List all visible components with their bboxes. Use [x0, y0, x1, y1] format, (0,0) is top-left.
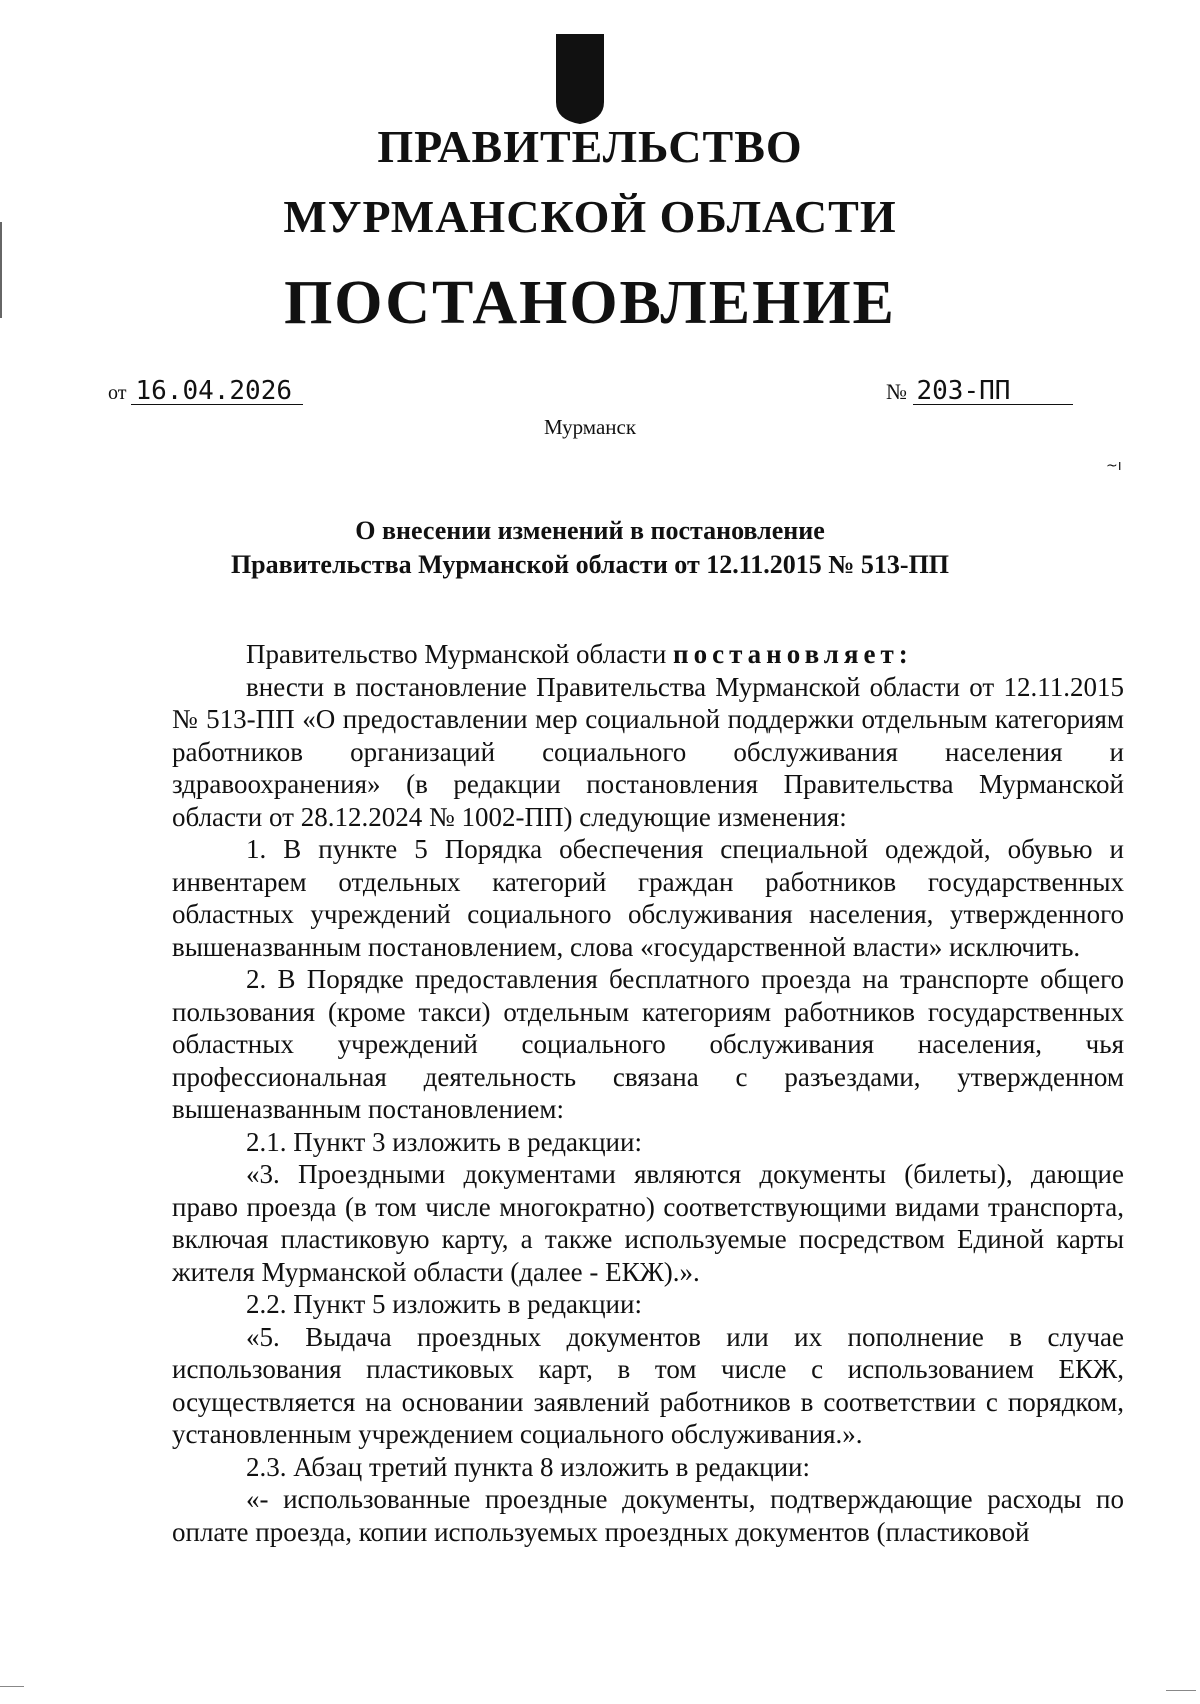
document-body: [172, 638, 1124, 1548]
scan-mark-bottom-left: [0, 1686, 24, 1687]
body-paragraph-9: «- использованные проездные документы, подтверждающие расходы по оплате проезда, копии используемых проездных документов (пластиковой: [172, 1484, 1124, 1547]
number-prefix: №: [886, 379, 907, 404]
date-row: [108, 378, 303, 405]
date-value: 16.04.2026: [131, 378, 303, 405]
document-subject: [0, 514, 1180, 582]
body-paragraph-8: 2.3. Абзац третий пункта 8 изложить в редакции:: [246, 1451, 810, 1482]
government-title-line1: ПРАВИТЕЛЬСТВО: [377, 121, 803, 172]
body-paragraph-2: 1. В пункте 5 Порядка обеспечения специальной одеждой, обувью и инвентарем отдельных категорий граждан работников государственных областных учреждений социального обслуживания населения, утвержденного вышеназванным постановлением, слова «государственной власти» исключить.: [172, 834, 1124, 962]
subject-line2: Правительства Мурманской области от 12.11.2015 № 513-ПП: [230, 550, 950, 579]
government-title-line2: МУРМАНСКОЙ ОБЛАСТИ: [283, 191, 897, 242]
body-paragraph-3: 2. В Порядке предоставления бесплатного проезда на транспорте общего пользования (кроме такси) отдельным категориям работников государственных областных учреждений социального обслуживания населения, чья профессиональная деятельность связана с разъездами, утвержденном вышеназванным постановлением:: [172, 964, 1124, 1124]
number-value: 203-ПП: [913, 378, 1073, 405]
body-paragraph-1: внести в постановление Правительства Мурманской области от 12.11.2015 № 513-ПП «О предоставлении мер социальной поддержки отдельным категориям работников организаций социального обслуживания населения и здравоохранения» (в редакции постановления Правительства Мурманской области от 28.12.2024 № 1002-ПП) следующие изменения:: [172, 671, 1124, 832]
preamble-paragraph: [172, 638, 1124, 671]
subject-line1: О внесении изменений в постановление: [355, 516, 825, 545]
coat-of-arms-emblem: [554, 32, 606, 126]
body-paragraph-4: 2.1. Пункт 3 изложить в редакции:: [246, 1126, 642, 1157]
body-paragraph-5: «3. Проездными документами являются документы (билеты), дающие право проезда (в том числе многократно) соответствующими видами транспорта, включая пластиковую карту, а также используемые посредством Единой карты жителя Мурманской области (далее - ЕКЖ).».: [172, 1159, 1124, 1287]
body-paragraph-6: 2.2. Пункт 5 изложить в редакции:: [246, 1289, 642, 1319]
scan-mark-bottom-right: [1166, 1690, 1196, 1691]
body-paragraph-7: «5. Выдача проездных документов или их пополнение в случае использования пластиковых карт, в том числе с использованием ЕКЖ, осуществляется на основании заявлений работников в соответствии с порядком, установленным учреждением социального обслуживания.».: [172, 1321, 1124, 1449]
preamble-resolves-word: постановляет:: [673, 639, 913, 669]
scan-stray-mark: ~ı: [1106, 458, 1122, 474]
number-row: [886, 378, 1073, 405]
date-prefix: от: [108, 382, 127, 404]
preamble-text: Правительство Мурманской области: [246, 639, 674, 669]
document-type-heading: ПОСТАНОВЛЕНИЕ: [284, 269, 896, 337]
city-name: Мурманск: [543, 415, 637, 439]
